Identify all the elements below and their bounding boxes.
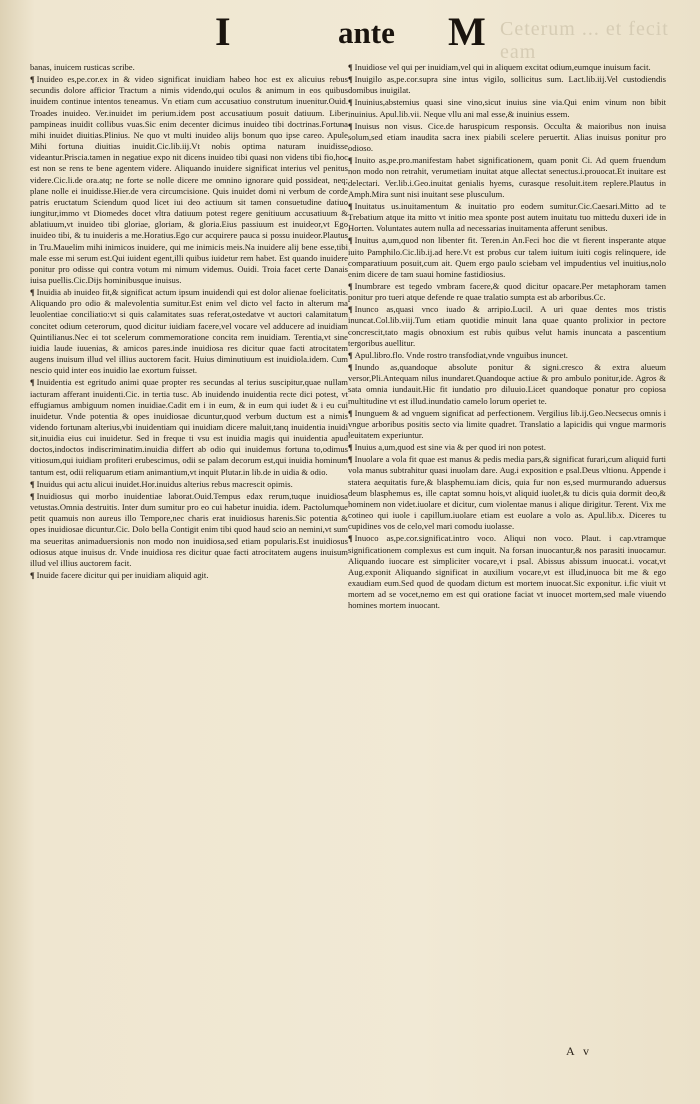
entry-paragraph: ¶ Apul.libro.flo. Vnde rostro transfodiat,vnde vnguibus inuncet. <box>348 350 666 361</box>
header-right-letter: M <box>448 9 486 54</box>
header-center-word: ante <box>338 15 395 50</box>
entry-paragraph: ¶ Inuoco as,pe.cor.significat.intro voco. Aliqui non voco. Plaut. i cap.vtramque significationem complexus est cum inquit. Na forsan inuocantur,& nos parasiti inuocamur. Aliquando iuocare est simpliciter vocare,vt i psal. Abissus abissum inuocat.i. vocat,vt Aug.exponit Aliquando significat in auxilium vocare,vt est illud,inuoca bit me & ego exaudiam eum.Sed quod de quodam dictum est mortem inuocat.Sic exponitur. i.fic viuit vt mortem ad se vocet,nemo em est qui oratione faciat vt inuocet mortem,sed male viuendo homines mortem inuocant. <box>348 533 666 611</box>
entry-paragraph: ¶ Inuolare a vola fit quae est manus & pedis media pars,& significat furari,cum aliquid furti vola manus subtrahitur quasi inuolam dare. Aug.i exposition e psal.Deus vltionu. Appende i statera aequitatis fure,& blasphemu.iam dicis, quia fur non es,sed murmurando aduersus deum blasphemus es, ille captat somnu hois,vt aliquid iuolet,& tu dicis quia dormit deo,& hominem non videt.iuolare et dicitur, cum violentae manus i alique dirigitur. Terent. Vix me cotineo qui iuole i capillum.iuolare etiam est euolare a volo as. Apul.lib.x. Diceres tu cupidines vos de celo,vel mari comodu iuolasse. <box>348 454 666 532</box>
entry-paragraph: ¶ Inuidiose vel qui per inuidiam,vel qui in aliquem excitat odium,eumque inuisum facit. <box>348 62 666 73</box>
entry-paragraph: ¶ Inuinius,abstemius quasi sine vino,sicut inuius sine via.Qui enim vinum non bibit inuinius. Apul.lib.vii. Neque vllu ani mal esse,& inuinius essem. <box>348 97 666 119</box>
entry-paragraph: ¶ Inuide facere dicitur qui per inuidiam aliquid agit. <box>30 570 348 581</box>
entry-paragraph: ¶ Inuitatus us.inuitamentum & inuitatio pro eodem sumitur.Cic.Caesari.Mitto ad te Trebatium atque ita mitto vt initio mea sponte post autem inuitatu tuo mittedu duxeri ide in Horten. Voluntates autem nulla ad necessarias inuitamenta afferunt senibus. <box>348 201 666 234</box>
entry-paragraph: ¶ Inuidiosus qui morbo inuidentiae laborat.Ouid.Tempus edax rerum,tuque inuidiosa vetustas.Omnia destruitis. Inter dum sumitur pro eo cui habetur inuidia. idem. Pactolumque petit quamuis non aureus illo Tempore,nec charis erat inuidiosus harenis.Sic potentia & opes inuidiosae dicuntur.Cic. Dolo bella Contigit enim tibi quod haud scio an nemini,vt sum ma seueritas animaduersionis non modo non inuidiosa,sed etiam popularis.Est inuidiosus odiosus atque inuisus dr. Vnde inuidiosa res dicitur quae facti atrocitatem augens inuisum illud vel illius auctorem facit. <box>30 491 348 569</box>
entry-paragraph: ¶ Inuitus a,um,quod non libenter fit. Teren.in An.Feci hoc die vt fierent insperante atque iuito Pamphilo.Cic.lib.ij.ad here.Vt est probus cur talem iuitum iuiti cogis relinquere, ide comparatiuum posuit,cum ait. Quem ergo paulo sciebam vel impudentius vel inuitius,nolo enim dicere de tam suaui homine fastidiosius. <box>348 235 666 280</box>
left-column <box>30 62 348 582</box>
entry-paragraph: banas, inuicem rusticas scribe. <box>30 62 135 72</box>
entry-paragraph: ¶ Inuidus qui actu alicui inuidet.Hor.inuidus alterius rebus macrescit opimis. <box>30 479 348 490</box>
entry-paragraph: ¶ Inunco as,quasi vnco iuado & arripio.Lucil. A uri quae dentes mos tristis inuncat.Col.lib.viij.Tum etiam quotidie minuit lana quae quanto prolixior in pectore concrescit,tato magis obnoxium est rubis quibus velut hamis inuncata a pascentium tergoribus auellitur. <box>348 304 666 349</box>
right-column <box>348 62 666 613</box>
entry-paragraph: ¶ Inumbrare est tegedo vmbram facere,& quod dicitur opacare.Per metaphoram tamen ponitur pro tueri atque defende re quae tralatio sumpta est ab arboribus.Cc. <box>348 281 666 303</box>
entry-paragraph: ¶ Inunguem & ad vnguem significat ad perfectionem. Vergilius lib.ij.Geo.Necsecus omnis i vngue arboribus positis secto via limite quadret. Translatio a lapicidis qui vngue marmoris leuitatem experiuntur. <box>348 408 666 441</box>
entry-paragraph: ¶ Inuidentia est egritudo animi quae propter res secundas al terius suscipitur,quae nullam iacturam afferant inuidenti.Cic. in tertia tusc. Ab inuidendo inuidentia recte dici potest, vt effugiamus ambiguum nomen inuidiae.Cadit em i in eum, & in eum qui iudet & i eu cui inuidetur. Vnde potentia & opes inuidiosae dicuntur,quod verbum ductum est a nimis videndo fortunam alterius,vbi inuidentiam qui inuidiam dicere maluit,tanq inuidentia inuidi sit,inuidia eius cui inuidetur. Sed in freque ti vsu est inuidia magis qui inuidentia apud doctos,indoctos indiscriminatim.inuidia differt ab odio qui inuidemus fortuna to,odimus vitiosum,qui iuidiam profiteri erubescimus, odii se palam decorum est,qui inuidia hominum tantum est, odii reliquarum etiam animantium,vt inquit Plutar.in lib.de in uidia & odio. <box>30 377 348 477</box>
header-left-letter: I <box>215 9 231 54</box>
entry-paragraph: ¶ Inuito as,pe.pro.manifestam habet significationem, quam ponit Ci. Ad quem fruendum non modo non retrahit, verumetiam inuitat atque allectat senectus.i.prouocat.Et inuitare est delectari. Ver.lib.i.Geo.inuitat genialis hyems, curasque resoluit.item replere.Plautus in Amph.Mira sunt nisi inuitant sese plusculum. <box>348 155 666 200</box>
signature-mark: A v <box>566 1044 593 1058</box>
entry-paragraph: ¶ Inuigilo as,pe.cor.supra sine intus vigilo, sollicitus sum. Lact.lib.iij.Vel custodiendis domibus inuigilat. <box>348 74 666 96</box>
running-header <box>0 9 700 63</box>
entry-paragraph: ¶ Inundo as,quandoque absolute ponitur & signi.cresco & extra alueum versor,Pli.Antequam nilus inundaret.Quandoque actiue & pro ambulo ponitur,ide. Agros & sata omnia iundauit.Hic fit iundatio pro diluuio.Licet quandoque ponatur pro copiosa multitudine vt est illud.inundatio camelo lorum operiet te. <box>348 362 666 407</box>
entry-paragraph: ¶ Inuideo es,pe.cor.ex in & video significat inuidiam habeo hoc est ex alicuius rebus secundis dolore afficior Tractum a nimis videndo,qui oculos & animum in eos quibus inuidem continue intentos teneamus. Vn etiam cum accusatiuo construtum inuenitur.Ouid. Troades inuideo. Ver.inuidet im perium.idem post accusatiuum posuit datiuum. Liber pampineas inuidit collibus vuas.Sic enim decenter dicimus inuideo tibi doctrinas.Fortuna mihi inuidet diuitias.Plinius. Ne quo vt multi inuideo alijs bonum quo ipse careo. Apule Mihi fortuna diuitias inuidit.Cic.lib.iij.Vt nobis optima naturam inuidisse videantur.Priscia.tamen in negatiue expo nit dicens inuideo tibi quasi non videns tibi fio,hoc est non se rens te bene agentem videre. Aliquando inuidere significat interius vel penitus videre.Cic.li.de ora.atq; ne forte se nolle dicere me omnino ignorare quid possideat, neq; plane nolle ei inuidisse.Hier.de vera circumcisione. Quis inuidet domi ni verbum de corde patris eructatum Sciendum quod licet iui deo actiuum sit tamen consuetudine datiuo iungitur,immo vt Diomedes docet vltra datiuum potest regere genitiuum accusatiuum & ablatiuum,vt inuideo tibi gloriae, gloriam, & gloria.Eius passiuum est inuideor,vt Ego inuideo tibi, & tu inuideris a me.Horatius.Ego cur acquirere pauca si possu inuideor.Plautus in Tru.Mauelim mihi inimicos inuidere, qui me inimicis meis.Na inuidere alij bene esse,tibi male esse mi serum est.Qui iuident egent,illi quibus iuidetur rem habet. Est quando inuidere ponitur pro odisse qui contra votum mi nimum videmus. Ouidi. Troia facet certe Danais iuisa puellis.Cic.Dijs hominibusque inuisus. <box>30 74 348 286</box>
entry-paragraph: ¶ Inuidia ab inuideo fit,& significat actum ipsum inuidendi qui est dolor alienae foelicitatis. Aliquando pro odio & malevolentia sumitur.Est enim vel dicto vel facto in alterum ma leuolentiae conciliatio:vt si quis calamitates suas referat,ostedatve vt auctori calamitatum concitet odium ceterorum, quod dicitur iuidiam facere,vel vocare vel adducere ad inuidiam Quintilianus.Nec ei tot scelerum commemoratione concita rem inuidiam. Terentia,vt sine iuidia laude iuuenias, & amicos pares.inde inuidiosa res dicitur quae facti atrocitatem augens inuisum illud vel illius auctorem facit. Huius diminutiuum est inuidiola.idem. Cum nescio quid inter eos inuidio lae exortum fuisset. <box>30 287 348 376</box>
entry-paragraph: ¶ Inuisus non visus. Cice.de haruspicum responsis. Occulta & maioribus non inuisa solum,sed etiam inaudita sacra inex piabili scelere peruertit. Alias inuisus ponitur pro odioso. <box>348 121 666 154</box>
entry-paragraph: ¶ Inuius a,um,quod est sine via & per quod iri non potest. <box>348 442 666 453</box>
bleed-through-text: Ceterum ... et fecit eam <box>500 18 669 63</box>
